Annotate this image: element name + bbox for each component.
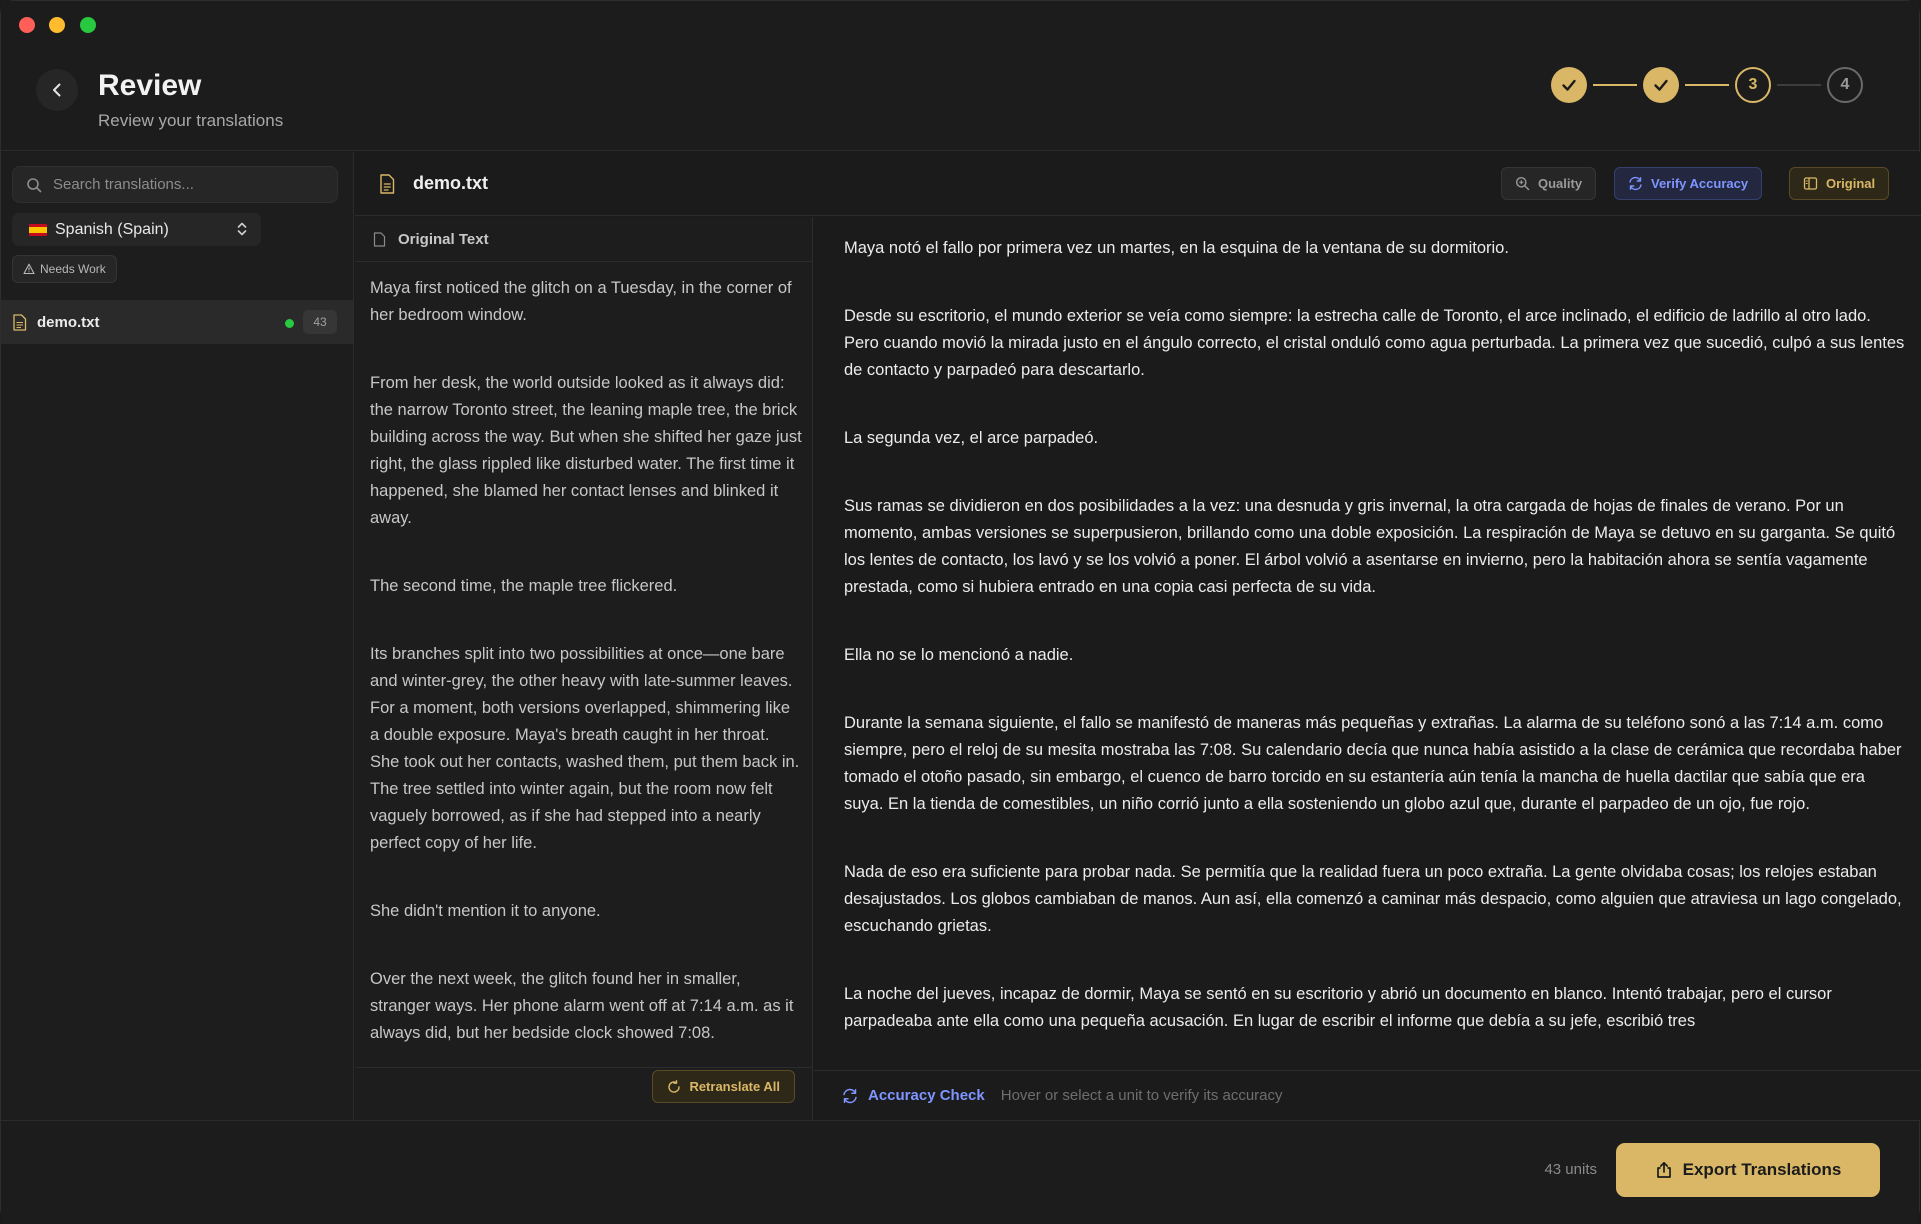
translation-unit[interactable]: Sus ramas se dividieron en dos posibilidades a la vez: una desnuda y gris invernal, la otra cargada de hojas de finales de verano. Por un momento, ambas versiones se superpusieron, brillando como una doble exposición. La respiración de Maya se detuvo en su garganta. Se quitó los lentes de contacto, los lavó y se los volvió a poner. El árbol volvió a asentarse en invierno, pero la habitación ahora se sentía vagamente prestada, como si hubiera entrado en una copia casi perfecta de su vida. [844, 497, 1896, 596]
page-subtitle: Review your translations [98, 111, 284, 130]
step-4-upcoming: 4 [1827, 67, 1863, 103]
step-1-complete [1551, 67, 1587, 103]
step-connector [1777, 84, 1821, 86]
title-bar [1, 1, 1919, 47]
verify-accuracy-button[interactable] [1614, 167, 1762, 200]
translation-unit[interactable]: Ella no se lo mencionó a nadie. [844, 646, 1074, 664]
chevron-left-icon [48, 81, 66, 99]
original-paragraph[interactable]: Over the next week, the glitch found her in smaller, stranger ways. Her phone alarm went off at 7:14 a.m. as it always did, but her bedside clock showed 7:08. [370, 970, 794, 1042]
language-select[interactable] [12, 213, 261, 246]
language-select-value: Spanish (Spain) [55, 220, 169, 238]
footer-bar [1, 1120, 1919, 1224]
refresh-arrows-icon [1628, 176, 1643, 191]
export-translations-label: Export Translations [1682, 1160, 1842, 1179]
refresh-icon [667, 1080, 681, 1094]
columns-icon [1803, 176, 1818, 191]
verify-accuracy-label: Verify Accuracy [1651, 176, 1749, 191]
search-icon [26, 177, 42, 193]
file-list-item[interactable] [1, 300, 353, 344]
step-3-current: 3 [1735, 67, 1771, 103]
progress-stepper [1551, 67, 1863, 103]
retranslate-all-button[interactable] [652, 1070, 795, 1103]
page-title: Review [98, 69, 202, 102]
warning-icon [23, 263, 35, 275]
main-content [355, 152, 1921, 1120]
original-text-pane [355, 217, 813, 1120]
step-connector [1593, 84, 1637, 86]
translation-unit[interactable]: Nada de eso era suficiente para probar nada. Se permitía que la realidad fuera un poco extraña. La gente olvidaba cosas; los relojes estaban desajustados. Los globos cambiaban de manos. Aun así, ella comenzó a caminar más despacio, como alguien que atraviesa un lago congelado, escuchando grietas. [844, 863, 1902, 935]
original-text-body [370, 275, 802, 1042]
file-name: demo.txt [37, 313, 100, 331]
sidebar [1, 152, 354, 1120]
original-paragraph[interactable]: She didn't mention it to anyone. [370, 902, 601, 920]
translation-unit[interactable]: Durante la semana siguiente, el fallo se manifestó de maneras más pequeñas y extrañas. La alarma de su teléfono sonó a las 7:14 a.m. como siempre, pero el reloj de su mesita mostraba las 7:08. Su calendario decía que nunca había asistido a la clase de cerámica que recordaba haber tomado el otoño pasado, sin embargo, el cuenco de barro torcido en su estantería aún tenía la mancha de huella dactilar que sabía que era suya. En la tienda de comestibles, un niño corrió junto a ella sosteniendo un globo azul que, durante el parpadeo de un ojo, fue rojo. [844, 714, 1902, 813]
close-window-button[interactable] [19, 17, 35, 33]
file-icon [379, 174, 395, 194]
original-text-header [355, 217, 812, 262]
retranslate-all-label: Retranslate All [689, 1079, 780, 1094]
document-title: demo.txt [413, 173, 489, 193]
checkmark-icon [1652, 76, 1670, 94]
original-paragraph[interactable]: Maya first noticed the glitch on a Tuesday, in the corner of her bedroom window. [370, 279, 792, 324]
status-dot [285, 319, 294, 328]
zoom-search-icon [1515, 176, 1530, 191]
original-paragraph[interactable]: The second time, the maple tree flickered. [370, 577, 678, 595]
original-text-heading: Original Text [398, 230, 489, 248]
step-connector [1685, 84, 1729, 86]
accuracy-check-bar [814, 1070, 1921, 1120]
units-count: 43 units [1544, 1161, 1597, 1178]
spain-flag-icon [29, 224, 47, 236]
original-toggle-label: Original [1826, 176, 1876, 191]
original-toggle-button[interactable] [1789, 167, 1889, 200]
needs-work-label: Needs Work [40, 262, 106, 276]
chevron-up-down-icon [235, 221, 249, 237]
translation-unit[interactable]: Desde su escritorio, el mundo exterior se veía como siempre: la estrecha calle de Toronto, el arce inclinado, el edificio de ladrillo al otro lado. Pero cuando movió la mirada justo en el ángulo correcto, el cristal onduló como agua perturbada. La primera vez que sucedió, culpó a sus lentes de contacto y parpadeó para descartarlo. [844, 307, 1905, 379]
quality-button[interactable] [1501, 167, 1596, 200]
share-export-icon [1655, 1161, 1673, 1179]
translation-body [844, 235, 1906, 1059]
needs-work-filter[interactable] [12, 255, 117, 283]
file-icon [373, 232, 386, 247]
back-button[interactable] [36, 69, 78, 111]
original-paragraph[interactable]: From her desk, the world outside looked as it always did: the narrow Toronto street, the leaning maple tree, the brick building across the way. But when she shifted her gaze just right, the glass rippled like disturbed water. The first time it happened, she blamed her contact lenses and blinked it away. [370, 374, 802, 527]
export-translations-button[interactable] [1616, 1143, 1880, 1197]
translation-pane [814, 217, 1921, 1120]
search-box [12, 166, 338, 203]
zoom-window-button[interactable] [80, 17, 96, 33]
refresh-arrows-icon [842, 1088, 858, 1104]
unit-count-badge: 43 [303, 310, 337, 334]
quality-button-label: Quality [1538, 176, 1583, 191]
translation-unit[interactable]: La noche del jueves, incapaz de dormir, Maya se sentó en su escritorio y abrió un documento en blanco. Intentó trabajar, pero el cursor parpadeaba ante ella como una pequeña acusación. En lugar de escribir el informe que debía a su jefe, escribió tres [844, 985, 1832, 1030]
original-pane-footer [355, 1067, 812, 1120]
accuracy-check-hint: Hover or select a unit to verify its accuracy [1000, 1087, 1283, 1104]
page-header [1, 47, 1919, 151]
accuracy-check-label: Accuracy Check [868, 1087, 985, 1104]
checkmark-icon [1560, 76, 1578, 94]
translation-unit[interactable]: La segunda vez, el arce parpadeó. [844, 429, 1099, 447]
search-input[interactable] [53, 176, 323, 193]
document-header [355, 152, 1921, 216]
step-2-complete [1643, 67, 1679, 103]
original-paragraph[interactable]: Its branches split into two possibilities at once—one bare and winter-grey, the other heavy with late-summer leaves. For a moment, both versions overlapped, shimmering like a double exposure. Maya's breath caught in her throat. She took out her contacts, washed them, put them back in. The tree settled into winter again, but the room now felt vaguely borrowed, as if she had stepped into a nearly perfect copy of her life. [370, 645, 800, 852]
minimize-window-button[interactable] [49, 17, 65, 33]
translation-unit[interactable]: Maya notó el fallo por primera vez un martes, en la esquina de la ventana de su dormitorio. [844, 239, 1509, 257]
file-icon [12, 314, 27, 331]
